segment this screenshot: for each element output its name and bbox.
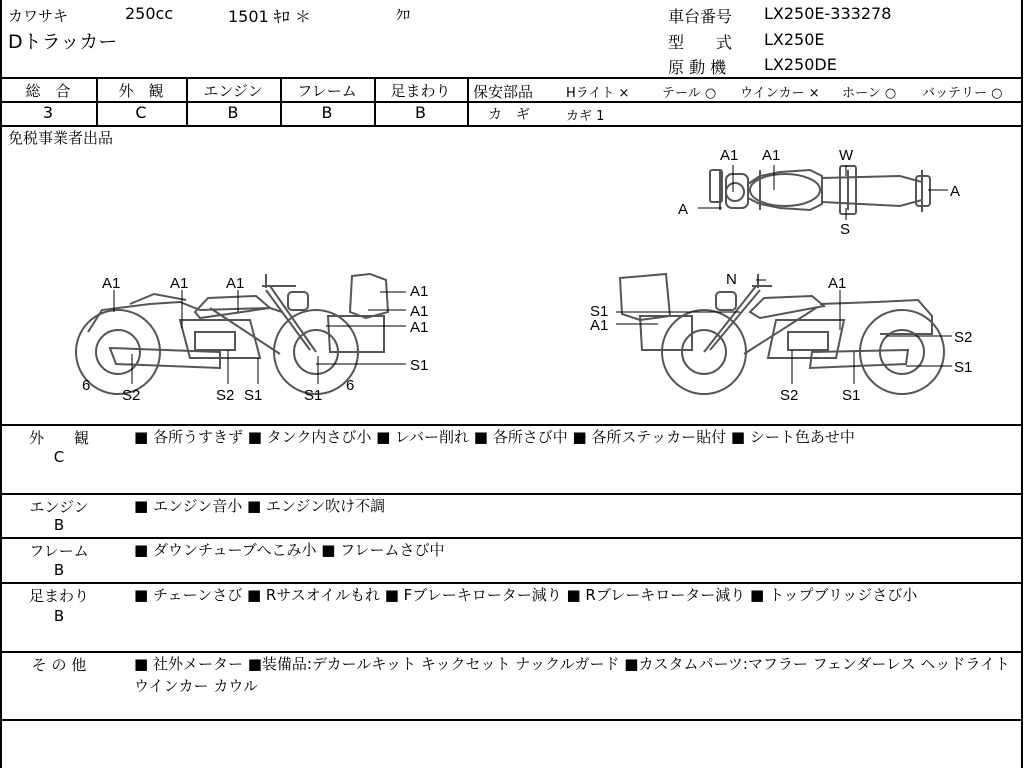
right-label-s1-cowl: S1 [590,303,609,320]
headlight-status: Hライト × [566,86,630,101]
top-view-diagram [660,140,980,240]
note-other-category: そ の 他 [31,656,87,674]
top-label-a1-2: A1 [762,147,781,164]
overall-label: 総 合 [25,82,71,100]
right-label-a1-cowl: A1 [590,317,609,334]
top-label-a-front: A [950,183,961,200]
left-label-a1-cowl-3: A1 [410,319,429,336]
left-label-a1-cowl-1: A1 [410,283,429,300]
left-label-s1-fork: S1 [410,357,429,374]
left-label-s2-engine: S2 [216,387,235,404]
right-label-s1-exhaust: S1 [842,387,861,404]
note-engine-grade: B [53,516,65,534]
maker: カワサキ [8,7,69,25]
left-label-a1-rear-fender: A1 [102,275,121,292]
note-suspension-grade: B [53,607,65,625]
color: ｸﾛ [396,8,410,24]
note-exterior-category: 外 観 [28,429,89,447]
right-label-n: N [726,271,737,288]
left-label-s1-front: S1 [304,387,323,404]
frame-value: B [321,103,333,122]
right-label-s2-engine: S2 [780,387,799,404]
left-label-a1-cowl-2: A1 [410,303,429,320]
type-label: 型 式 [668,33,733,52]
horn-status: ホーン ○ [842,86,897,101]
key-label: カ ギ [488,107,530,123]
type-value: LX250E [764,30,825,49]
left-label-a1-tank: A1 [226,275,245,292]
safety-label: 保安部品 [473,83,534,101]
left-label-s1-frame: S1 [244,387,263,404]
right-side-diagram [580,260,1000,410]
top-label-a1-1: A1 [720,147,739,164]
suspension-value: B [415,103,426,122]
top-view-outline [710,166,930,214]
top-label-a-rear: A [678,201,689,218]
tail-status: テール ○ [662,86,717,101]
right-label-a1-tank: A1 [828,275,847,292]
frame-number-label: 車台番号 [668,7,733,26]
note-suspension-category: 足まわり [28,587,89,605]
exterior-value: C [135,103,147,122]
engine-model-value: LX250DE [764,55,837,74]
year-code: 1501 ｷﾛ ＊ [228,7,311,26]
left-label-6-front: 6 [346,377,355,394]
frame-number: LX250E-333278 [764,4,892,23]
tax-note: 免税事業者出品 [8,129,114,147]
right-label-s2-rear: S2 [954,329,973,346]
engine-value: B [227,103,239,122]
note-exterior-grade: C [53,448,65,466]
model-name: Dトラッカー [8,31,118,53]
note-suspension-text: ■ チェーンさび ■ Rサスオイルもれ ■ Fブレーキローター減り ■ Rブレーキローター減り ■ トップブリッジさび小 [134,586,918,604]
right-label-s1-rear: S1 [954,359,973,376]
top-label-s: S [840,221,851,238]
engine-label: エンジン [203,82,263,100]
frame-label: フレーム [297,82,357,100]
exterior-label: 外 観 [118,82,164,100]
left-side-diagram [70,260,450,410]
note-frame-text: ■ ダウンチューブへこみ小 ■ フレームさび中 [134,541,445,559]
note-frame-grade: B [53,561,65,579]
suspension-label: 足まわり [390,82,451,100]
left-label-a1-seat: A1 [170,275,189,292]
left-bike-outline [76,274,388,394]
key-value: カギ 1 [566,109,605,124]
left-label-s2-muffler: S2 [122,387,141,404]
top-label-w: W [839,147,854,164]
overall-value: 3 [42,103,54,122]
engine-model-label: 原 動 機 [668,58,727,77]
note-engine-text: ■ エンジン音小 ■ エンジン吹け不調 [134,497,386,515]
left-label-6-rear: 6 [82,377,91,394]
note-frame-category: フレーム [29,542,89,560]
note-exterior-text: ■ 各所うすきず ■ タンク内さび小 ■ レバー削れ ■ 各所さび中 ■ 各所ステッカー貼付 ■ シート色あせ中 [134,428,855,446]
displacement: 250cc [125,4,174,23]
note-other-text: ■ 社外メーター ■装備品:デカールキット キックセット ナックルガード ■カスタムパーツ:マフラー フェンダーレス ヘッドライト ウインカー カウル [134,655,1010,695]
note-engine-category: エンジン [29,498,89,516]
winker-status: ウインカー × [740,86,820,101]
right-bike-outline [620,274,944,394]
battery-status: バッテリー ○ [922,86,1003,101]
